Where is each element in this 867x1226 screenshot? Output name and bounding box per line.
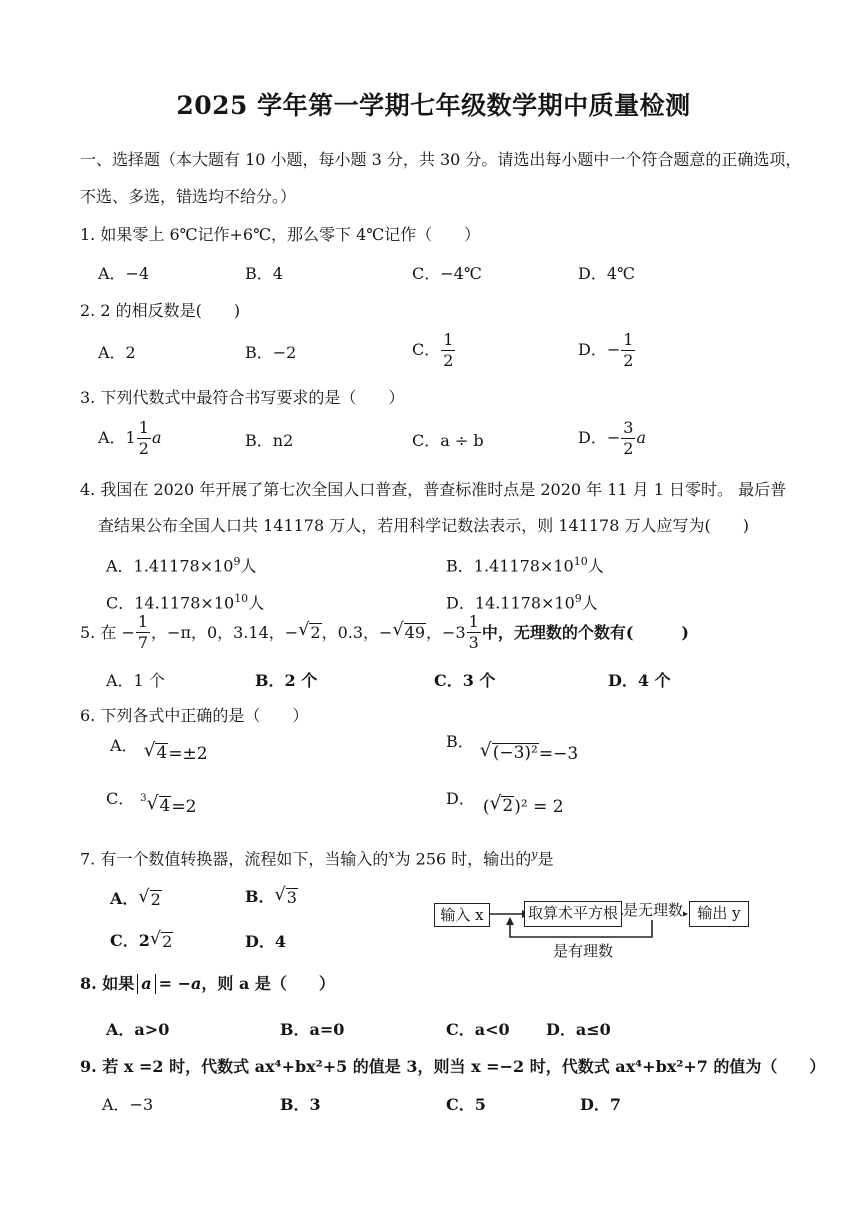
q3-option-a [98, 420, 161, 457]
radical: √ 2 [489, 793, 514, 816]
q5-prefix: 5. 在 − [80, 622, 135, 642]
option-label: C．2 [110, 931, 150, 951]
numerator: 1 [468, 612, 479, 631]
page-title: 2025 学年第一学期七年级数学期中质量检测 [176, 91, 691, 120]
flow-process-box: 取算术平方根 [524, 901, 622, 927]
sci-base: A．1.41178×10 [106, 556, 234, 576]
question-8-stem [80, 974, 335, 994]
denominator: 7 [137, 633, 149, 652]
radicand: 4 [156, 743, 168, 763]
q5-option-c: C．3 个 [434, 671, 496, 690]
unit: 人 [587, 556, 604, 576]
variable-y: y [531, 848, 538, 861]
radical: √ 3 [274, 885, 297, 907]
question-4-stem-cont: 查结果公布全国人口共 141178 万人，若用科学记数法表示，则 141178 万人应写为( ) [98, 516, 749, 535]
q9-option-c: C．5 [446, 1095, 486, 1114]
option-label: B． [245, 887, 275, 907]
q9-option-b: B．3 [280, 1095, 321, 1114]
q5-option-d: D．4 个 [608, 671, 671, 690]
question-7-stem [80, 845, 554, 869]
denominator: 2 [443, 351, 454, 370]
fraction [621, 332, 635, 369]
q8-option-c: C．a<0 [446, 1020, 510, 1039]
q5-text: ，−3 [426, 622, 466, 642]
numerator: 1 [138, 418, 149, 437]
absolute-value: a [137, 974, 155, 994]
numerator: 3 [623, 418, 634, 437]
q9-option-d: D．7 [580, 1095, 622, 1114]
sci-base: B．1.41178×10 [446, 556, 574, 576]
q7-option-c [110, 931, 173, 951]
q2-option-b: B．−2 [245, 343, 297, 362]
exponent: 10 [573, 555, 588, 568]
radical: √ 49 [392, 620, 426, 643]
denominator: 2 [623, 351, 634, 370]
radical: √ 4 [146, 793, 171, 816]
q2-option-a: A．2 [98, 343, 136, 362]
q3-option-b: B．n2 [245, 431, 294, 450]
variable: a [636, 428, 646, 447]
option-label: D． [446, 788, 475, 808]
question-1-stem: 1. 如果零上 6℃记作+6℃，那么零下 4℃记作（ ） [80, 225, 481, 244]
expression-rest: =2 [171, 796, 197, 817]
fraction [137, 420, 151, 457]
sci-base: C．14.1178×10 [106, 593, 235, 613]
section-heading: 一、选择题（本大题有 10 小题，每小题 3 分，共 30 分。请选出每小题中一个符合题意的正确选项， [80, 150, 802, 169]
numerator: 1 [623, 330, 634, 349]
radicand: 4 [159, 796, 171, 816]
unit: 人 [248, 593, 265, 613]
arrowhead [506, 917, 514, 925]
q8-option-d: D．a≤0 [546, 1020, 611, 1039]
q1-option-a: A．−4 [98, 264, 150, 283]
radical: √ 2 [138, 887, 161, 909]
expression-rest: =±2 [168, 743, 208, 764]
q2-c-label: C． [412, 340, 441, 359]
flow-input-box: 输入 x [434, 903, 490, 927]
denominator: 3 [468, 633, 479, 652]
variable: a [151, 428, 162, 447]
q5-option-b: B．2 个 [255, 671, 318, 690]
radicand: (−3)² [492, 743, 538, 763]
q1-option-b: B．4 [245, 264, 283, 283]
radicand: 2 [150, 890, 161, 909]
q7-text: 为 256 时，输出的 [394, 849, 532, 869]
expression-rest: =−3 [538, 743, 579, 764]
q4-option-b [446, 552, 604, 576]
question-2-stem: 2. 2 的相反数是( ) [80, 301, 241, 320]
question-9-stem: 9. 若 x =2 时，代数式 ax⁴+bx²+5 的值是 3，则当 x =−2 时，代数式 ax⁴+bx²+7 的值为（ ） [80, 1057, 826, 1076]
q7-option-a [110, 889, 162, 909]
expression-rest: )² = 2 [514, 796, 564, 817]
q3-d-label: D．− [578, 428, 621, 447]
q6-option-c [106, 788, 197, 817]
q5-suffix: 中，无理数的个数有( ) [481, 622, 689, 642]
exponent: 10 [234, 592, 249, 605]
denominator: 2 [138, 439, 149, 458]
q4-option-c [106, 589, 264, 613]
q4-option-d [446, 589, 598, 613]
q9-option-a: A．−3 [102, 1095, 154, 1114]
flow-rational-label: 是有理数 [553, 942, 614, 960]
radical: √ (−3)² [479, 740, 538, 763]
flow-output-box: 输出 y [689, 901, 749, 927]
fraction [441, 332, 455, 369]
paren-open: ( [482, 796, 490, 817]
q5-option-a: A．1 个 [106, 671, 165, 690]
radicand: 2 [502, 796, 514, 816]
q2-option-c [412, 332, 456, 369]
q8-text: 8. 如果 [80, 974, 135, 993]
question-6-stem: 6. 下列各式中正确的是（ ） [80, 706, 309, 725]
question-4-stem: 4. 我国在 2020 年开展了第七次全国人口普查，普查标准时点是 2020 年 11 月 1 日零时。 最后普 [80, 480, 787, 499]
radical: √ 2 [149, 929, 173, 951]
q8-option-b: B．a=0 [280, 1020, 345, 1039]
exponent: 9 [574, 592, 582, 605]
option-label: C． [106, 788, 135, 808]
option-label: A． [110, 889, 139, 909]
denominator: 2 [623, 439, 634, 458]
radical: √ 2 [298, 620, 321, 643]
q2-d-label: D．− [578, 340, 621, 359]
q5-text: ，0.3，− [321, 622, 393, 642]
numerator: 1 [443, 330, 454, 349]
radicand: 2 [162, 932, 173, 951]
unit: 人 [581, 593, 598, 613]
q6-option-b [446, 731, 579, 764]
q8-text: ，则 a 是（ ） [201, 974, 335, 993]
q2-option-d [578, 332, 636, 369]
root-index: 3 [140, 792, 147, 804]
q8-equation: = −a [158, 974, 202, 993]
q1-option-d: D．4℃ [578, 264, 635, 283]
radicand: 49 [404, 623, 426, 643]
flow-irrational-label: 是无理数 [623, 901, 684, 919]
q7-text: 7. 有一个数值转换器，流程如下，当输入的 [80, 849, 389, 869]
fraction [136, 614, 150, 651]
numerator: 1 [137, 612, 149, 631]
variable-x: x [388, 848, 395, 861]
q7-text: 是 [537, 849, 554, 869]
q3-option-c: C．a ÷ b [412, 431, 484, 450]
q3-a-label: A．1 [98, 428, 136, 447]
radicand: 2 [310, 623, 321, 643]
unit: 人 [240, 556, 257, 576]
option-label: A． [110, 735, 138, 755]
q6-option-a [110, 735, 208, 764]
fraction [621, 420, 635, 457]
q3-option-d [578, 420, 646, 457]
question-3-stem: 3. 下列代数式中最符合书写要求的是（ ） [80, 388, 405, 407]
option-label: B． [446, 731, 474, 751]
radical: √ 4 [143, 740, 168, 763]
q4-option-a [106, 552, 257, 576]
q8-option-a: A．a>0 [106, 1020, 170, 1039]
section-heading-cont: 不选、多选，错选均不给分。） [80, 187, 297, 206]
exponent: 9 [233, 555, 241, 568]
q7-option-d: D．4 [245, 932, 287, 951]
question-5-stem [80, 614, 689, 651]
q5-text: ，−π，0，3.14，− [151, 622, 299, 642]
fraction [467, 614, 481, 651]
sci-base: D．14.1178×10 [446, 593, 575, 613]
q7-option-b [245, 887, 298, 907]
q6-option-d [446, 788, 564, 817]
radicand: 3 [286, 888, 297, 907]
q1-option-c: C．−4℃ [412, 264, 482, 283]
